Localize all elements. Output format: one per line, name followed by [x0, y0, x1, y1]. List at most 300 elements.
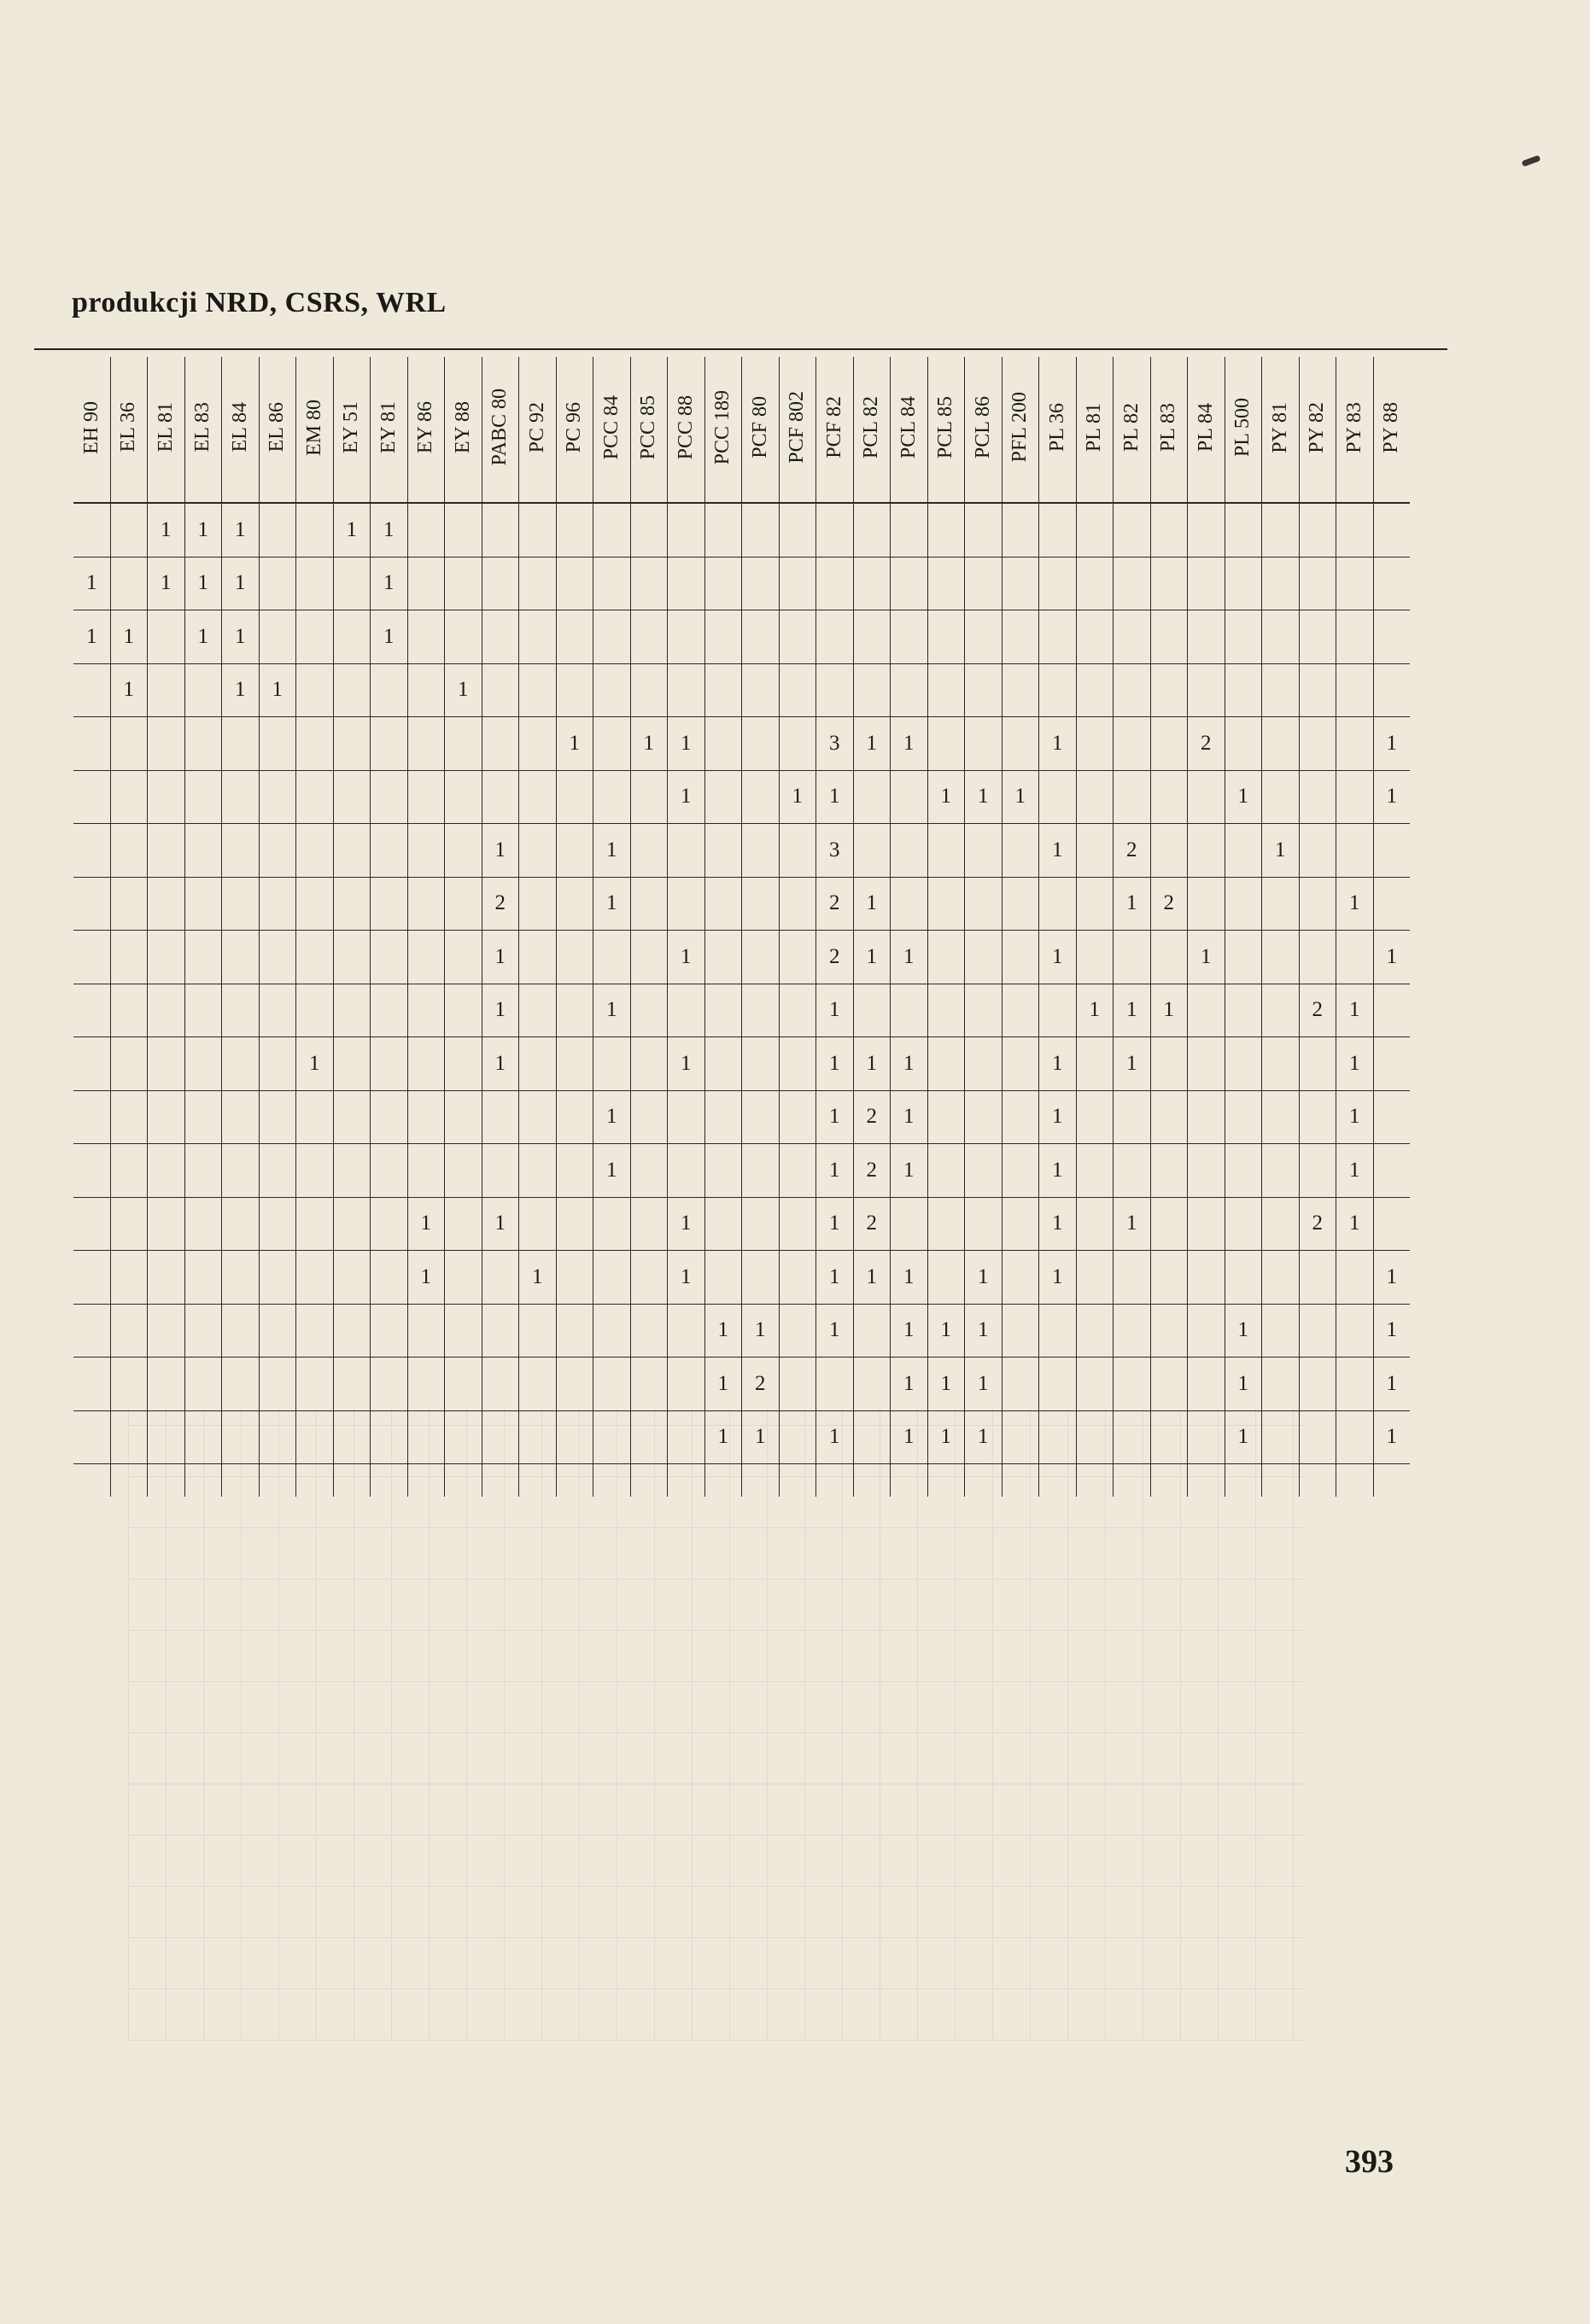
table-cell: 2	[1150, 877, 1188, 931]
table-cell	[296, 984, 334, 1037]
table-cell	[296, 877, 334, 931]
table-cell	[445, 877, 482, 931]
table-cell	[1188, 610, 1225, 664]
table-cell	[1114, 931, 1151, 984]
table-cell: 1	[519, 1251, 557, 1305]
table-tail-cell	[259, 1464, 296, 1498]
table-cell	[333, 610, 371, 664]
table-cell	[1225, 717, 1262, 771]
table-tail-cell	[593, 1464, 631, 1498]
column-header-label: PABC 80	[488, 388, 511, 466]
table-cell	[1114, 1410, 1151, 1464]
table-cell	[593, 503, 631, 557]
column-header-label: EL 36	[117, 402, 140, 453]
column-header-label: PY 88	[1380, 401, 1403, 453]
table-row	[73, 557, 1410, 610]
table-cell	[259, 1037, 296, 1091]
table-cell	[965, 663, 1003, 717]
table-cell	[742, 931, 780, 984]
table-cell	[704, 877, 742, 931]
table-cell: 1	[482, 1037, 519, 1091]
table-cell	[630, 1037, 668, 1091]
table-cell	[371, 1090, 408, 1144]
table-cell	[184, 1090, 222, 1144]
table-cell: 1	[593, 1090, 631, 1144]
table-cell	[1188, 557, 1225, 610]
column-header	[704, 357, 742, 503]
table-cell	[482, 770, 519, 824]
table-cell	[1039, 503, 1077, 557]
column-header	[1299, 357, 1336, 503]
table-cell	[630, 503, 668, 557]
table-cell	[1262, 1144, 1300, 1198]
table-cell	[668, 557, 705, 610]
table-cell	[222, 1090, 260, 1144]
table-cell	[1076, 663, 1114, 717]
table-tail-cell	[1336, 1464, 1374, 1498]
table-cell	[742, 1251, 780, 1305]
table-cell	[110, 1037, 148, 1091]
table-cell	[1076, 1304, 1114, 1358]
table-cell	[1299, 770, 1336, 824]
table-cell	[222, 824, 260, 878]
table-cell	[630, 1410, 668, 1464]
table-cell	[1076, 610, 1114, 664]
column-header	[1039, 357, 1077, 503]
table-cell	[110, 824, 148, 878]
table-cell: 1	[1373, 1251, 1410, 1305]
column-header	[593, 357, 631, 503]
table-cell	[184, 824, 222, 878]
table-tail-cell	[1002, 1464, 1039, 1498]
table-cell	[1076, 557, 1114, 610]
table-cell	[222, 1251, 260, 1305]
table-cell	[1002, 1037, 1039, 1091]
table-cell: 1	[779, 770, 816, 824]
table-cell	[704, 610, 742, 664]
table-cell: 1	[927, 770, 965, 824]
table-cell	[519, 984, 557, 1037]
table-caption: produkcji NRD, CSRS, WRL	[72, 287, 447, 318]
column-header	[296, 357, 334, 503]
table-cell	[222, 931, 260, 984]
table-cell	[1114, 770, 1151, 824]
column-header	[965, 357, 1003, 503]
table-cell	[1299, 1358, 1336, 1411]
table-row	[73, 503, 1410, 557]
table-cell: 1	[965, 1358, 1003, 1411]
column-header-label: PL 82	[1119, 402, 1143, 453]
table-cell	[556, 1037, 593, 1091]
table-cell	[519, 503, 557, 557]
table-cell	[110, 717, 148, 771]
table-cell	[407, 503, 445, 557]
table-cell	[742, 503, 780, 557]
table-cell	[148, 931, 185, 984]
table-cell	[927, 663, 965, 717]
table-cell	[1262, 877, 1300, 931]
table-tail-cell	[779, 1464, 816, 1498]
column-header-label: EY 86	[414, 400, 437, 454]
table-cell	[148, 877, 185, 931]
table-cell	[1076, 503, 1114, 557]
table-cell: 3	[816, 717, 854, 771]
table-cell	[779, 1144, 816, 1198]
table-cell	[73, 717, 110, 771]
table-cell	[965, 717, 1003, 771]
table-cell	[1262, 1197, 1300, 1251]
table-row	[73, 1037, 1410, 1091]
table-cell	[853, 1358, 891, 1411]
table-tail-cell	[1188, 1464, 1225, 1498]
table-cell	[1039, 1358, 1077, 1411]
table-cell: 1	[184, 503, 222, 557]
table-cell	[482, 717, 519, 771]
column-header-label: PY 81	[1268, 401, 1291, 453]
column-header-label: EH 90	[79, 400, 102, 454]
table-cell: 1	[816, 1144, 854, 1198]
table-cell	[891, 1197, 928, 1251]
table-cell	[1373, 1090, 1410, 1144]
table-cell: 1	[371, 557, 408, 610]
table-cell	[927, 931, 965, 984]
table-cell: 2	[853, 1144, 891, 1198]
column-header	[407, 357, 445, 503]
table-cell: 1	[816, 1410, 854, 1464]
table-cell	[593, 1358, 631, 1411]
table-cell	[1114, 557, 1151, 610]
table-cell	[1262, 1410, 1300, 1464]
table-cell	[259, 610, 296, 664]
table-cell	[482, 557, 519, 610]
table-cell: 1	[742, 1304, 780, 1358]
table-cell	[222, 1358, 260, 1411]
table-cell	[222, 1410, 260, 1464]
column-header-label: PCF 82	[822, 396, 845, 458]
table-cell	[816, 610, 854, 664]
table-cell	[371, 877, 408, 931]
table-cell	[184, 931, 222, 984]
table-cell	[891, 610, 928, 664]
table-cell	[371, 717, 408, 771]
table-tail-cell	[184, 1464, 222, 1498]
table-cell	[333, 824, 371, 878]
table-cell	[333, 984, 371, 1037]
table-cell: 1	[333, 503, 371, 557]
table-cell	[1150, 503, 1188, 557]
table-cell	[742, 984, 780, 1037]
table-cell: 1	[704, 1410, 742, 1464]
table-cell	[148, 663, 185, 717]
table-cell	[1002, 877, 1039, 931]
table-cell	[259, 1144, 296, 1198]
table-cell	[704, 663, 742, 717]
column-header	[371, 357, 408, 503]
table-cell: 1	[891, 1090, 928, 1144]
table-tail-cell	[1150, 1464, 1188, 1498]
table-cell	[1188, 984, 1225, 1037]
table-cell	[1262, 1358, 1300, 1411]
table-cell	[73, 1197, 110, 1251]
table-cell	[668, 1144, 705, 1198]
table-cell	[371, 1251, 408, 1305]
table-cell	[259, 1251, 296, 1305]
table-cell	[296, 824, 334, 878]
table-cell	[73, 1251, 110, 1305]
table-cell	[1262, 503, 1300, 557]
table-cell	[445, 1410, 482, 1464]
table-cell	[445, 1197, 482, 1251]
table-cell: 1	[1039, 1090, 1077, 1144]
table-cell	[1114, 1251, 1151, 1305]
column-header-label: PCL 86	[971, 395, 994, 459]
table-cell	[1188, 1304, 1225, 1358]
table-tail-cell	[927, 1464, 965, 1498]
column-header-label: EL 81	[154, 402, 177, 453]
table-cell	[1076, 1144, 1114, 1198]
table-cell	[704, 557, 742, 610]
table-cell	[742, 610, 780, 664]
table-cell: 1	[184, 610, 222, 664]
table-cell	[816, 557, 854, 610]
table-tail-cell	[482, 1464, 519, 1498]
table-cell: 1	[1336, 1144, 1374, 1198]
table-cell	[407, 770, 445, 824]
table-cell	[184, 717, 222, 771]
table-cell	[704, 1197, 742, 1251]
column-header-label: PCC 85	[637, 394, 660, 460]
table-cell	[630, 557, 668, 610]
column-header	[1150, 357, 1188, 503]
table-cell	[593, 1410, 631, 1464]
table-cell: 2	[816, 931, 854, 984]
table-cell: 1	[853, 717, 891, 771]
table-cell	[482, 1304, 519, 1358]
table-cell	[742, 717, 780, 771]
column-header	[259, 357, 296, 503]
table-cell	[1150, 1358, 1188, 1411]
table-cell: 1	[927, 1410, 965, 1464]
table-cell	[259, 877, 296, 931]
table-cell	[333, 717, 371, 771]
table-cell: 1	[1114, 877, 1151, 931]
table-cell: 1	[1114, 984, 1151, 1037]
table-cell	[742, 1037, 780, 1091]
table-cell	[668, 1304, 705, 1358]
table-row	[73, 877, 1410, 931]
table-cell: 1	[1225, 1410, 1262, 1464]
table-cell	[1188, 1037, 1225, 1091]
table-cell	[296, 1410, 334, 1464]
table-cell	[110, 1358, 148, 1411]
table-cell: 1	[965, 1251, 1003, 1305]
table-cell: 1	[816, 1304, 854, 1358]
table-cell	[1076, 770, 1114, 824]
table-cell: 1	[593, 1144, 631, 1198]
table-cell	[1299, 824, 1336, 878]
table-cell: 1	[668, 717, 705, 771]
table-cell	[445, 1090, 482, 1144]
table-cell: 1	[1039, 1251, 1077, 1305]
table-cell	[110, 1410, 148, 1464]
table-cell	[1336, 557, 1374, 610]
table-cell	[965, 610, 1003, 664]
table-cell	[407, 1090, 445, 1144]
table-cell	[742, 877, 780, 931]
table-cell	[1002, 824, 1039, 878]
table-cell	[1336, 770, 1374, 824]
table-tail-cell	[853, 1464, 891, 1498]
column-header	[519, 357, 557, 503]
table-cell	[73, 931, 110, 984]
table-cell	[296, 1090, 334, 1144]
table-cell	[1225, 931, 1262, 984]
table-cell	[742, 824, 780, 878]
table-row	[73, 1251, 1410, 1305]
table-cell: 2	[853, 1197, 891, 1251]
table-cell: 1	[296, 1037, 334, 1091]
table-cell	[779, 931, 816, 984]
table-cell	[1150, 824, 1188, 878]
table-cell	[1373, 984, 1410, 1037]
table-cell	[407, 877, 445, 931]
table-cell: 1	[704, 1304, 742, 1358]
table-cell	[445, 824, 482, 878]
table-cell	[296, 610, 334, 664]
table-cell: 1	[965, 1304, 1003, 1358]
table-cell	[668, 984, 705, 1037]
table-cell: 1	[668, 1197, 705, 1251]
table-cell	[1336, 931, 1374, 984]
column-header	[1076, 357, 1114, 503]
table-cell	[593, 1037, 631, 1091]
table-cell	[965, 503, 1003, 557]
table-cell	[1299, 1410, 1336, 1464]
table-cell	[779, 1304, 816, 1358]
table-cell	[593, 557, 631, 610]
table-cell	[184, 984, 222, 1037]
column-header	[1225, 357, 1262, 503]
table-cell	[1002, 1304, 1039, 1358]
table-cell	[742, 557, 780, 610]
table-cell: 1	[816, 1251, 854, 1305]
table-cell	[333, 1410, 371, 1464]
table-cell: 1	[816, 1090, 854, 1144]
table-cell	[407, 931, 445, 984]
table-cell	[259, 770, 296, 824]
table-cell	[927, 503, 965, 557]
table-cell: 1	[742, 1410, 780, 1464]
table-cell	[1150, 1037, 1188, 1091]
table-cell	[445, 610, 482, 664]
table-cell	[630, 877, 668, 931]
table-cell	[1299, 877, 1336, 931]
table-cell	[1299, 931, 1336, 984]
table-cell	[73, 1037, 110, 1091]
table-cell	[1262, 610, 1300, 664]
table-cell	[927, 1144, 965, 1198]
table-cell	[407, 1037, 445, 1091]
column-header	[853, 357, 891, 503]
table-cell	[519, 1410, 557, 1464]
table-cell	[73, 770, 110, 824]
table-tail-cell	[445, 1464, 482, 1498]
table-cell	[519, 1197, 557, 1251]
table-cell	[1188, 663, 1225, 717]
table-cell	[519, 610, 557, 664]
table-cell	[333, 1037, 371, 1091]
table-cell: 1	[891, 931, 928, 984]
table-cell	[853, 503, 891, 557]
table-cell	[1299, 1090, 1336, 1144]
table-cell	[1188, 1144, 1225, 1198]
table-cell	[891, 984, 928, 1037]
header-row	[73, 357, 1410, 503]
table-cell: 1	[222, 503, 260, 557]
table-cell	[1039, 1304, 1077, 1358]
column-header	[222, 357, 260, 503]
table-cell: 1	[1336, 877, 1374, 931]
table-cell	[184, 1037, 222, 1091]
table-cell	[556, 1090, 593, 1144]
table-cell	[1150, 1197, 1188, 1251]
column-header-label: PCF 80	[748, 396, 771, 458]
table-row	[73, 717, 1410, 771]
table-cell	[1299, 1037, 1336, 1091]
table-cell	[593, 1197, 631, 1251]
column-header-label: PL 81	[1083, 402, 1106, 453]
table-cell	[519, 717, 557, 771]
table-cell	[704, 1144, 742, 1198]
table-cell: 1	[371, 503, 408, 557]
table-cell	[184, 877, 222, 931]
table-cell	[1225, 663, 1262, 717]
table-cell: 2	[1114, 824, 1151, 878]
table-cell	[407, 663, 445, 717]
table-cell	[1150, 717, 1188, 771]
table-cell	[148, 1037, 185, 1091]
table-tail-row	[73, 1464, 1410, 1498]
table-cell	[445, 1358, 482, 1411]
table-row	[73, 1197, 1410, 1251]
table-cell	[148, 610, 185, 664]
table-cell: 1	[853, 1251, 891, 1305]
column-header-label: EY 81	[377, 400, 400, 454]
column-header-label: EL 84	[228, 402, 251, 453]
table-cell	[1225, 824, 1262, 878]
table-cell	[1262, 663, 1300, 717]
table-cell: 1	[1373, 1304, 1410, 1358]
table-cell	[630, 984, 668, 1037]
table-cell: 1	[853, 1037, 891, 1091]
table-cell	[296, 1304, 334, 1358]
table-cell	[259, 1358, 296, 1411]
table-cell	[1002, 1144, 1039, 1198]
table-cell	[927, 717, 965, 771]
table-cell: 1	[965, 1410, 1003, 1464]
table-tail-cell	[148, 1464, 185, 1498]
table-cell: 1	[371, 610, 408, 664]
table-cell	[593, 931, 631, 984]
table-cell: 1	[891, 1037, 928, 1091]
table-cell	[110, 1197, 148, 1251]
table-cell: 1	[482, 984, 519, 1037]
table-cell	[1188, 1410, 1225, 1464]
column-header-label: EM 80	[302, 399, 325, 456]
table-row	[73, 984, 1410, 1037]
column-header-label: EY 51	[340, 400, 363, 454]
table-cell	[1373, 1037, 1410, 1091]
